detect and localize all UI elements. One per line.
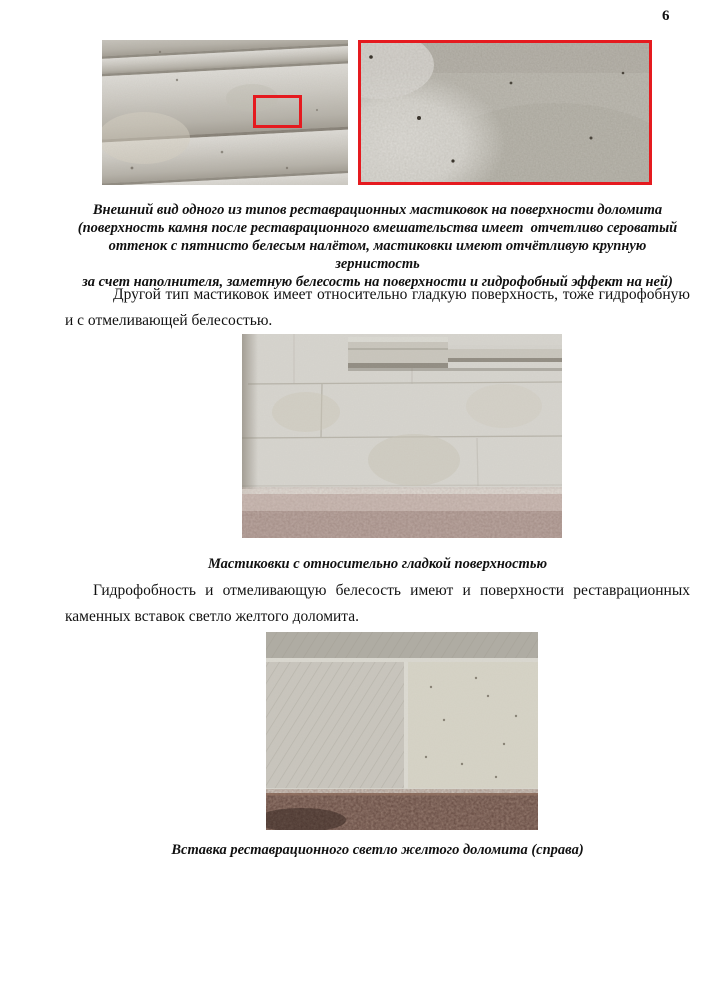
caption-line: (поверхность камня после реставрационного вмешательства имеет отчетливо сероватый (77, 220, 678, 236)
caption-line: оттенок с пятнисто белесым налётом, мастиковки имеют отчётливую крупную зернистость (108, 238, 651, 272)
page-number: 6 (662, 8, 670, 24)
caption-dolomite-insert: Вставка реставрационного светло желтого доломита (справа) (171, 842, 584, 858)
paragraph-hydrophobic-inserts: Гидрофобность и отмеливающую белесость имеют и поверхности реставрационных каменных вставок светло желтого доломита. (65, 582, 690, 625)
grain-texture-graphic (361, 43, 649, 182)
paragraph-smooth-mastic: Другой тип мастиковок имеет относительно гладкую поверхность, тоже гидрофобную и с отмеливающей белесостью. (65, 286, 690, 329)
insert-texture-graphic (266, 632, 538, 830)
photo-dolomite-insert-wall (266, 632, 538, 830)
caption-line: за счет наполнителя, заметную белесость на поверхности и гидрофобный эффект на ней) (82, 274, 673, 290)
stone-texture-graphic (102, 40, 348, 185)
photo-smooth-mastic-wall (242, 334, 562, 538)
photo-dolomite-overview (102, 40, 348, 185)
highlight-rectangle (253, 95, 302, 128)
wall-texture-graphic (242, 334, 562, 538)
caption-line: Внешний вид одного из типов реставрационных мастиковок на поверхности доломита (92, 202, 663, 218)
photo-mastic-closeup (358, 40, 652, 185)
caption-smooth-mastic: Мастиковки с относительно гладкой поверхностью (207, 556, 548, 572)
caption-mastic-types (65, 201, 690, 291)
